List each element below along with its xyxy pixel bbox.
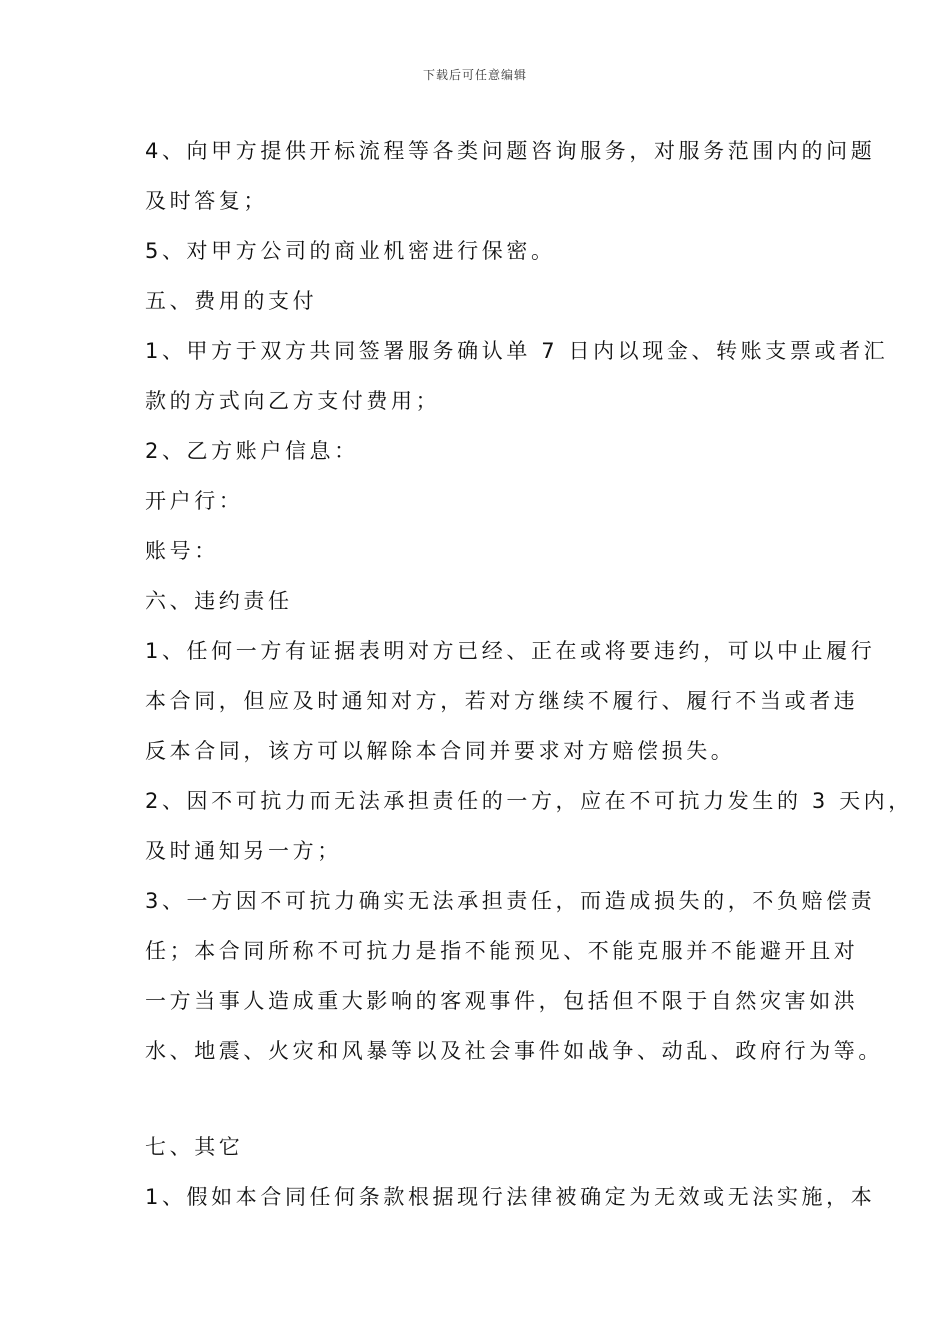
clause-6-1-line-3: 反本合同，该方可以解除本合同并要求对方赔偿损失。 bbox=[145, 739, 736, 763]
clause-b5: 5、对甲方公司的商业机密进行保密。 bbox=[145, 239, 556, 263]
clause-6-3-line-2: 任；本合同所称不可抗力是指不能预见、不能克服并不能避开且对 bbox=[145, 939, 859, 963]
clause-7-1-line-1: 1、假如本合同任何条款根据现行法律被确定为无效或无法实施，本 bbox=[145, 1185, 876, 1209]
clause-5-1-line-1: 1、甲方于双方共同签署服务确认单 7 日内以现金、转账支票或者汇 bbox=[145, 339, 889, 363]
section-heading-7: 七、其它 bbox=[145, 1135, 244, 1159]
clause-6-3-line-4: 水、地震、火灾和风暴等以及社会事件如战争、动乱、政府行为等。 bbox=[145, 1039, 883, 1063]
clause-6-1-line-1: 1、任何一方有证据表明对方已经、正在或将要违约，可以中止履行 bbox=[145, 639, 876, 663]
clause-5-1-line-2: 款的方式向乙方支付费用； bbox=[145, 389, 441, 413]
clause-b4-line-1: 4、向甲方提供开标流程等各类问题咨询服务，对服务范围内的问题 bbox=[145, 139, 876, 163]
clause-6-1-line-2: 本合同，但应及时通知对方，若对方继续不履行、履行不当或者违 bbox=[145, 689, 859, 713]
clause-b4-line-2: 及时答复； bbox=[145, 189, 268, 213]
clause-6-2-line-1: 2、因不可抗力而无法承担责任的一方，应在不可抗力发生的 3 天内， bbox=[145, 789, 913, 813]
clause-6-3-line-1: 3、一方因不可抗力确实无法承担责任，而造成损失的，不负赔偿责 bbox=[145, 889, 876, 913]
section-heading-6: 六、违约责任 bbox=[145, 589, 293, 613]
clause-5-2: 2、乙方账户信息： bbox=[145, 439, 359, 463]
section-heading-5: 五、费用的支付 bbox=[145, 289, 318, 313]
bank-name-label: 开户行： bbox=[145, 489, 244, 513]
clause-6-3-line-3: 一方当事人造成重大影响的客观事件，包括但不限于自然灾害如洪 bbox=[145, 989, 859, 1013]
page-header: 下载后可任意编辑 bbox=[422, 68, 527, 82]
account-number-label: 账号： bbox=[145, 539, 219, 563]
clause-6-2-line-2: 及时通知另一方； bbox=[145, 839, 342, 863]
